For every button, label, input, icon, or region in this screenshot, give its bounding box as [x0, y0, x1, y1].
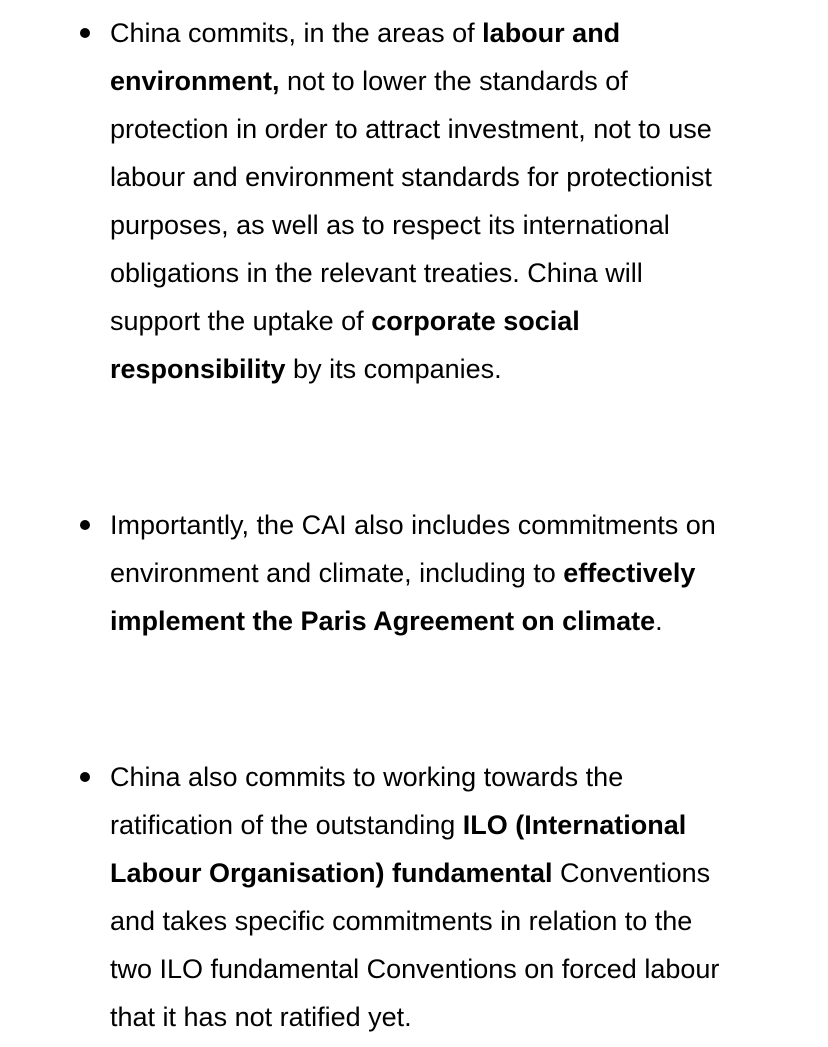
text-line: that it has not ratified yet. — [110, 1002, 412, 1032]
bullet-dot-icon — [80, 520, 90, 530]
text-line: two ILO fundamental Conventions on forced labour — [110, 954, 720, 984]
text-line: protection in order to attract investment, not to use — [110, 114, 712, 144]
bullet-text — [110, 9, 810, 393]
bullet-dot-icon — [80, 28, 90, 38]
text-line: and takes specific commitments in relation to the — [110, 906, 693, 936]
text-line: environment, not to lower the standards of — [110, 66, 628, 96]
text-line: labour and environment standards for protectionist — [110, 162, 712, 192]
text-line: environment and climate, including to effectively — [110, 558, 696, 588]
text-line: obligations in the relevant treaties. China will — [110, 258, 643, 288]
text-line: ratification of the outstanding ILO (International — [110, 810, 687, 840]
bullet-dot-icon — [80, 772, 90, 782]
text-line: support the uptake of corporate social — [110, 306, 580, 336]
text-line: Importantly, the CAI also includes commitments on — [110, 510, 716, 540]
text-line: China commits, in the areas of labour and — [110, 18, 621, 48]
text-line: Labour Organisation) fundamental Conventions — [110, 858, 711, 888]
text-line: implement the Paris Agreement on climate. — [110, 606, 663, 636]
bullet-text — [110, 753, 810, 1041]
text-line: China also commits to working towards the — [110, 762, 624, 792]
text-line: responsibility by its companies. — [110, 354, 502, 384]
bullet-text — [110, 501, 810, 645]
text-line: purposes, as well as to respect its international — [110, 210, 670, 240]
